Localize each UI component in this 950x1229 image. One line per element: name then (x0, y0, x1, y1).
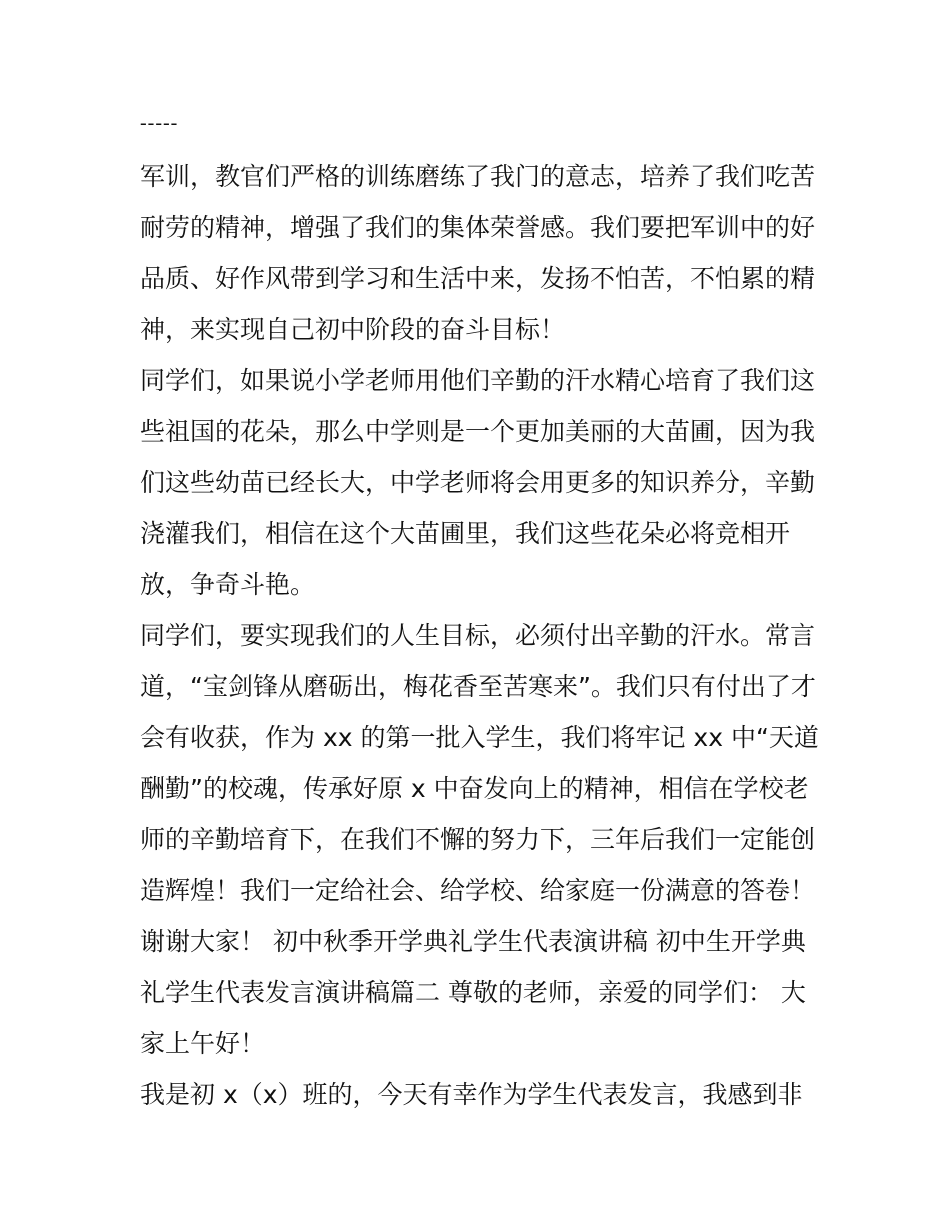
text-line: 造辉煌！我们一定给社会、给学校、给家庭一份满意的答卷！ (140, 876, 816, 905)
separator-line: ----- (140, 112, 179, 134)
text-line: 我是初 x（x）班的，今天有幸作为学生代表发言，我感到非 (140, 1080, 803, 1109)
text-line: 同学们，如果说小学老师用他们辛勤的汗水精心培育了我们这 (140, 366, 816, 395)
text-line: 谢谢大家！ 初中秋季开学典礼学生代表演讲稿 初中生开学典 (140, 927, 806, 956)
text-line: 酬勤”的校魂，传承好原 x 中奋发向上的精神，相信在学校老 (140, 774, 809, 803)
text-line: 会有收获，作为 xx 的第一批入学生，我们将牢记 xx 中“天道 (140, 723, 819, 752)
text-line: 道，“宝剑锋从磨砺出，梅花香至苦寒来”。我们只有付出了才 (140, 672, 816, 701)
text-line: 品质、好作风带到学习和生活中来，发扬不怕苦，不怕累的精 (140, 264, 816, 293)
body-text (140, 151, 820, 1120)
text-line: 神，来实现自己初中阶段的奋斗目标！ (140, 315, 566, 344)
text-line: 家上午好！ (140, 1029, 266, 1058)
text-line: 浇灌我们，相信在这个大苗圃里，我们这些花朵必将竞相开 (140, 519, 791, 548)
text-line: 军训，教官们严格的训练磨练了我门的意志，培养了我们吃苦 (140, 162, 816, 191)
text-line: 些祖国的花朵，那么中学则是一个更加美丽的大苗圃，因为我 (140, 417, 816, 446)
text-line: 师的辛勤培育下，在我们不懈的努力下，三年后我们一定能创 (140, 825, 816, 854)
text-line: 耐劳的精神，增强了我们的集体荣誉感。我们要把军训中的好 (140, 213, 816, 242)
text-line: 放，争奇斗艳。 (140, 570, 316, 599)
text-line: 礼学生代表发言演讲稿篇二 尊敬的老师，亲爱的同学们： 大 (140, 978, 806, 1007)
text-line: 同学们，要实现我们的人生目标，必须付出辛勤的汗水。常言 (140, 621, 816, 650)
text-line: 们这些幼苗已经长大，中学老师将会用更多的知识养分，辛勤 (140, 468, 816, 497)
